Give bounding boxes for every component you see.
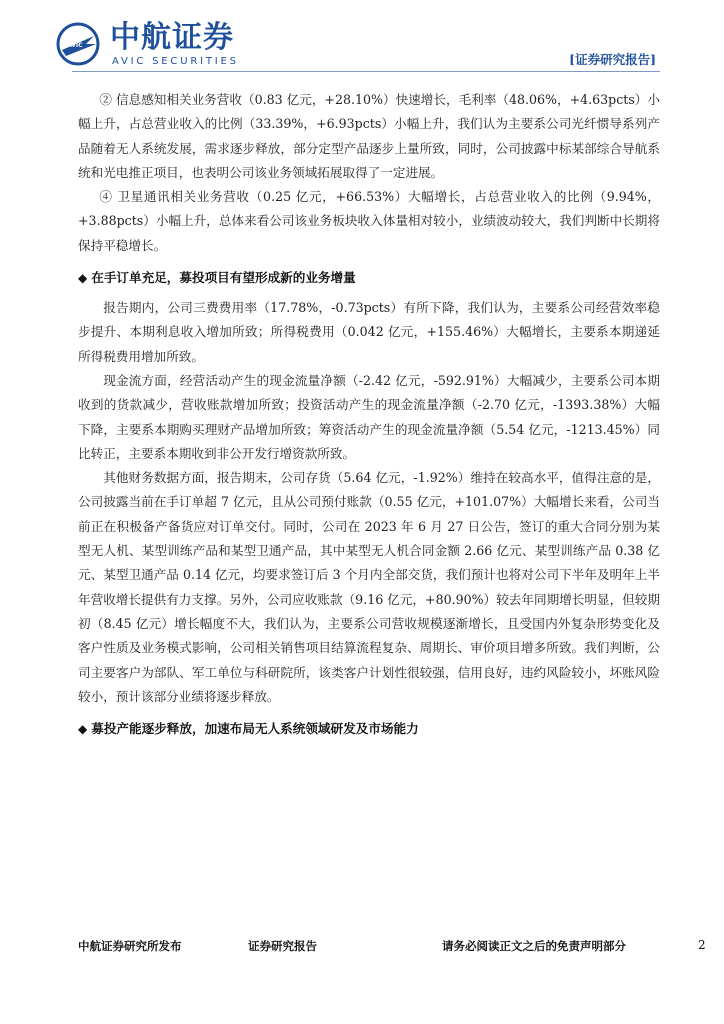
brand-name-en: AVIC SECURITIES: [112, 56, 239, 67]
header-divider: [72, 71, 660, 72]
footer-disclaimer: 请务必阅读正文之后的免责声明部分: [442, 939, 626, 953]
page-footer: [78, 938, 708, 958]
section-heading-capacity: [78, 717, 660, 741]
footer-doc-type: 证券研究报告: [248, 939, 317, 953]
section-heading-orders-text: 在手订单充足，募投项目有望形成新的业务增量: [91, 270, 356, 286]
section-heading-capacity-text: 募投产能逐步释放，加速布局无人系统领域研发及市场能力: [91, 721, 419, 737]
avic-logo-icon: [56, 22, 100, 66]
paragraph-expenses: 报告期内，公司三费费用率（17.78%，-0.73pcts）有所下降，我们认为，主要系公司经营效率稳步提升、本期利息收入增加所致；所得税费用（0.042 亿元，+155.46%）大幅增长，主要系本期递延所得税费用增加所致。: [78, 300, 660, 364]
report-body: [78, 88, 660, 741]
page-number: 2: [698, 938, 706, 952]
brand-name-cn: 中航证券: [110, 20, 234, 55]
paragraph-satellite-comm: ④ 卫星通讯相关业务营收（0.25 亿元，+66.53%）大幅增长，占总营业收入的比例（9.94%，+3.88pcts）小幅上升，总体来看公司该业务板块收入体量相对较小，业绩波动较大，我们判断中长期将保持平稳增长。: [78, 189, 660, 253]
section-heading-orders: [78, 266, 660, 290]
paragraph-cash-flow: 现金流方面，经营活动产生的现金流量净额（-2.42 亿元，-592.91%）大幅减少，主要系公司本期收到的货款减少，营收账款增加所致；投资活动产生的现金流量净额（-2.70 亿元，-1393.38%）大幅下降，主要系本期购买理财产品增加所致；筹资活动产生的现金流量净额（5.54 亿元，-1213.45%）同比转正，主要系本期收到非公开发行增资款所致。: [78, 372, 660, 461]
diamond-bullet-icon: ◆: [78, 271, 88, 286]
svg-text:AVIC: AVIC: [67, 42, 83, 49]
paragraph-info-sensing: ② 信息感知相关业务营收（0.83 亿元，+28.10%）快速增长，毛利率（48.06%，+4.63pcts）小幅上升，占总营业收入的比例（33.39%，+6.93pcts）小幅上升，我们认为主要系公司光纤惯导系列产品随着无人系统发展，需求逐步释放，部分定型产品逐步上量所致，同时，公司披露中标某部综合导航系统和光电推正项目，也表明公司该业务领域拓展取得了一定进展。: [78, 92, 660, 180]
page-header: [0, 0, 724, 80]
footer-publisher: 中航证券研究所发布: [78, 939, 182, 953]
report-type-tag: [证券研究报告]: [569, 52, 656, 67]
paragraph-other-financials: 其他财务数据方面，报告期末，公司存货（5.64 亿元，-1.92%）维持在较高水平，值得注意的是，公司披露当前在手订单超 7 亿元，且从公司预付账款（0.55 亿元，+101.07%）大幅增长来看，公司当前正在积极备产备货应对订单交付。同时，公司在 2023 年 6 月 27 日公告，签订的重大合同分别为某型无人机、某型训练产品和某型卫通产品，其中某型无人机合同金额 2.66 亿元、某型训练产品 0.38 亿元、某型卫通产品 0.14 亿元，均要求签订后 3 个月内全部交货，我们预计也将对公司下半年及明年上半年营收增长提供有力支撑。另外，公司应收账款（9.16 亿元，+80.90%）较去年同期增长明显，但较期初（8.45 亿元）增长幅度不大，我们认为，主要系公司营收规模逐渐增长，且受国内外复杂形势变化及客户性质及业务模式影响，公司相关销售项目结算流程复杂、周期长、审价项目增多所致。我们判断，公司主要客户为部队、军工单位与科研院所，该类客户计划性很较强，信用良好，违约风险较小，坏账风险较小，预计该部分业绩将逐步释放。: [78, 470, 660, 704]
diamond-bullet-icon: ◆: [78, 722, 88, 737]
